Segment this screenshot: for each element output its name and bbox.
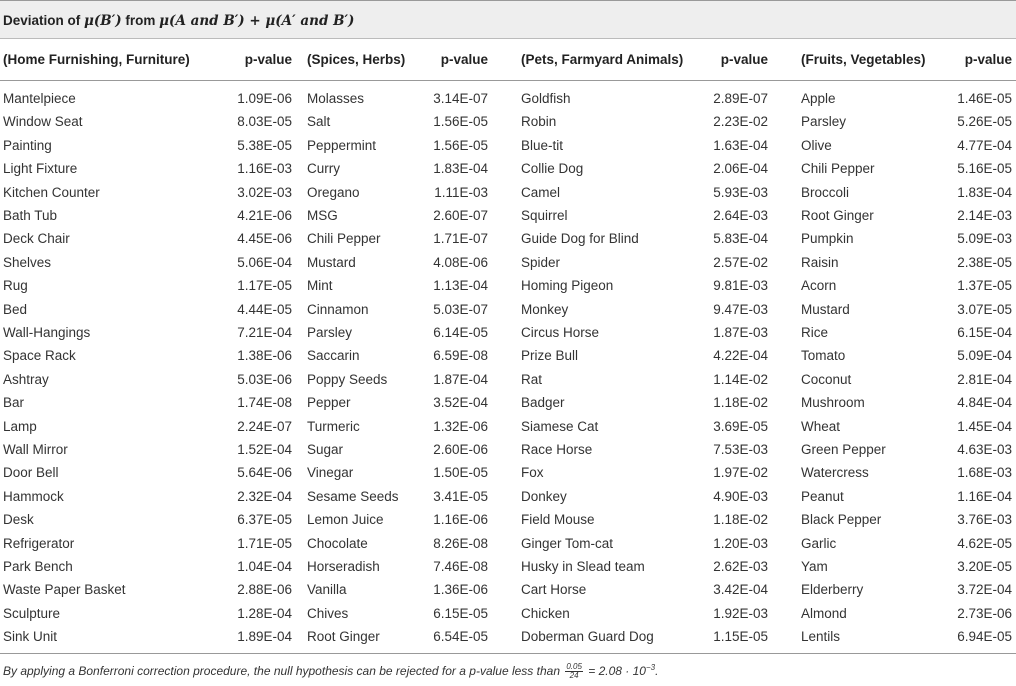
item-cell-4: Watercress <box>801 465 869 480</box>
pvalue-cell-2: 1.16E-06 <box>433 512 488 527</box>
item-cell-3: Spider <box>521 255 561 270</box>
item-cell-1: Door Bell <box>3 465 59 480</box>
pvalue-cell-4: 4.62E-05 <box>957 536 1012 551</box>
item-cell-1: Deck Chair <box>3 231 70 246</box>
header-pvalue-3: p-value <box>720 52 768 67</box>
item-cell-3: Ginger Tom-cat <box>521 536 614 551</box>
pvalue-cell-3: 1.97E-02 <box>713 465 768 480</box>
pvalue-cell-1: 1.09E-06 <box>237 91 292 106</box>
item-cell-1: Waste Paper Basket <box>3 582 126 597</box>
title-prefix: Deviation of <box>3 13 85 28</box>
item-cell-3: Chicken <box>521 606 570 621</box>
pvalue-cell-2: 1.56E-05 <box>433 114 488 129</box>
pvalue-cell-1: 5.64E-06 <box>237 465 292 480</box>
item-cell-3: Prize Bull <box>521 348 579 363</box>
item-cell-4: Yam <box>801 559 828 574</box>
item-cell-3: Badger <box>521 395 565 410</box>
pvalue-cell-2: 6.54E-05 <box>433 629 488 644</box>
header-category-1: (Home Furnishing, Furniture) <box>3 52 190 67</box>
pvalue-cell-2: 4.08E-06 <box>433 255 488 270</box>
footnote <box>3 663 658 680</box>
item-cell-4: Elderberry <box>801 582 864 597</box>
pvalue-cell-1: 2.24E-07 <box>237 419 292 434</box>
pvalue-cell-2: 1.83E-04 <box>433 161 488 176</box>
item-cell-4: Coconut <box>801 372 852 387</box>
item-cell-2: Poppy Seeds <box>307 372 388 387</box>
pvalue-cell-2: 6.15E-05 <box>433 606 488 621</box>
pvalue-cell-4: 5.09E-04 <box>957 348 1012 363</box>
pvalue-cell-3: 4.22E-04 <box>713 348 768 363</box>
pvalue-cell-3: 1.63E-04 <box>713 138 768 153</box>
item-cell-3: Siamese Cat <box>521 419 599 434</box>
item-cell-3: Collie Dog <box>521 161 584 176</box>
pvalue-cell-2: 6.59E-08 <box>433 348 488 363</box>
pvalue-cell-4: 1.45E-04 <box>957 419 1012 434</box>
item-cell-1: Hammock <box>3 489 64 504</box>
item-cell-2: Root Ginger <box>307 629 380 644</box>
item-cell-2: MSG <box>307 208 338 223</box>
item-cell-2: Chili Pepper <box>307 231 381 246</box>
item-cell-2: Turmeric <box>307 419 360 434</box>
pvalue-cell-2: 7.46E-08 <box>433 559 488 574</box>
item-cell-1: Refrigerator <box>3 536 75 551</box>
pvalue-cell-4: 3.07E-05 <box>957 302 1012 317</box>
item-cell-4: Apple <box>801 91 836 106</box>
item-cell-3: Robin <box>521 114 557 129</box>
item-cell-4: Pumpkin <box>801 231 854 246</box>
item-cell-4: Wheat <box>801 419 841 434</box>
item-cell-2: Salt <box>307 114 331 129</box>
item-cell-2: Curry <box>307 161 340 176</box>
footnote-result: = 2.08 · 10 <box>588 664 646 678</box>
pvalue-cell-2: 1.32E-06 <box>433 419 488 434</box>
item-cell-1: Rug <box>3 278 28 293</box>
pvalue-cell-4: 3.76E-03 <box>957 512 1012 527</box>
item-cell-4: Peanut <box>801 489 844 504</box>
pvalue-cell-2: 1.36E-06 <box>433 582 488 597</box>
footnote-end: . <box>655 664 659 678</box>
pvalue-cell-3: 5.83E-04 <box>713 231 768 246</box>
item-cell-2: Cinnamon <box>307 302 369 317</box>
pvalue-cell-4: 4.84E-04 <box>957 395 1012 410</box>
item-cell-4: Olive <box>801 138 832 153</box>
item-cell-1: Wall-Hangings <box>3 325 91 340</box>
item-cell-4: Black Pepper <box>801 512 882 527</box>
pvalue-cell-4: 1.68E-03 <box>957 465 1012 480</box>
pvalue-cell-2: 1.87E-04 <box>433 372 488 387</box>
item-cell-3: Race Horse <box>521 442 593 457</box>
pvalue-cell-4: 3.72E-04 <box>957 582 1012 597</box>
pvalue-cell-2: 6.14E-05 <box>433 325 488 340</box>
item-cell-3: Field Mouse <box>521 512 595 527</box>
pvalue-cell-1: 1.16E-03 <box>237 161 292 176</box>
table-title-band <box>0 0 1016 39</box>
item-cell-1: Space Rack <box>3 348 76 363</box>
item-cell-1: Bar <box>3 395 25 410</box>
item-cell-1: Painting <box>3 138 52 153</box>
item-cell-4: Lentils <box>801 629 841 644</box>
table-title <box>3 13 354 29</box>
pvalue-cell-4: 1.16E-04 <box>957 489 1012 504</box>
pvalue-cell-1: 2.32E-04 <box>237 489 292 504</box>
item-cell-1: Ashtray <box>3 372 49 387</box>
pvalue-cell-1: 1.28E-04 <box>237 606 292 621</box>
pvalue-cell-4: 1.46E-05 <box>957 91 1012 106</box>
item-cell-1: Bath Tub <box>3 208 58 223</box>
pvalue-cell-3: 2.64E-03 <box>713 208 768 223</box>
pvalue-cell-3: 3.69E-05 <box>713 419 768 434</box>
pvalue-cell-4: 5.09E-03 <box>957 231 1012 246</box>
pvalue-cell-3: 2.57E-02 <box>713 255 768 270</box>
item-cell-2: Pepper <box>307 395 351 410</box>
pvalue-cell-1: 4.44E-05 <box>237 302 292 317</box>
pvalue-cell-3: 4.90E-03 <box>713 489 768 504</box>
pvalue-cell-2: 1.11E-03 <box>434 185 488 200</box>
item-cell-4: Rice <box>801 325 829 340</box>
pvalue-cell-1: 2.88E-06 <box>237 582 292 597</box>
pvalue-cell-1: 6.37E-05 <box>237 512 292 527</box>
pvalue-cell-3: 1.20E-03 <box>713 536 768 551</box>
pvalue-cell-4: 5.26E-05 <box>957 114 1012 129</box>
item-cell-2: Oregano <box>307 185 360 200</box>
pvalue-cell-2: 5.03E-07 <box>433 302 488 317</box>
pvalue-cell-1: 1.89E-04 <box>237 629 292 644</box>
item-cell-2: Sugar <box>307 442 344 457</box>
header-category-4: (Fruits, Vegetables) <box>801 52 926 67</box>
item-cell-3: Circus Horse <box>521 325 600 340</box>
item-cell-2: Sesame Seeds <box>307 489 399 504</box>
item-cell-3: Husky in Slead team <box>521 559 645 574</box>
header-divider <box>0 80 1016 81</box>
pvalue-cell-3: 1.18E-02 <box>713 395 768 410</box>
item-cell-2: Chives <box>307 606 349 621</box>
item-cell-1: Light Fixture <box>3 161 78 176</box>
item-cell-2: Saccarin <box>307 348 360 363</box>
item-cell-3: Camel <box>521 185 561 200</box>
item-cell-4: Tomato <box>801 348 846 363</box>
item-cell-4: Acorn <box>801 278 837 293</box>
fraction-denominator: 24 <box>569 671 579 681</box>
pvalue-cell-3: 1.14E-02 <box>713 372 768 387</box>
pvalue-cell-2: 3.41E-05 <box>433 489 488 504</box>
item-cell-1: Shelves <box>3 255 52 270</box>
item-cell-2: Horseradish <box>307 559 380 574</box>
fraction-numerator: 0.05 <box>566 662 582 672</box>
item-cell-3: Blue-tit <box>521 138 564 153</box>
pvalue-cell-3: 3.42E-04 <box>713 582 768 597</box>
item-cell-2: Vinegar <box>307 465 354 480</box>
item-cell-1: Bed <box>3 302 28 317</box>
pvalue-cell-1: 5.03E-06 <box>237 372 292 387</box>
pvalue-cell-3: 5.93E-03 <box>713 185 768 200</box>
pvalue-cell-4: 6.15E-04 <box>957 325 1012 340</box>
item-cell-3: Squirrel <box>521 208 568 223</box>
item-cell-2: Peppermint <box>307 138 377 153</box>
pvalue-cell-2: 1.13E-04 <box>433 278 488 293</box>
pvalue-cell-4: 5.16E-05 <box>957 161 1012 176</box>
pvalue-cell-3: 1.87E-03 <box>713 325 768 340</box>
title-middle: from <box>121 13 160 28</box>
item-cell-3: Doberman Guard Dog <box>521 629 654 644</box>
pvalue-cell-3: 1.18E-02 <box>713 512 768 527</box>
item-cell-4: Chili Pepper <box>801 161 875 176</box>
pvalue-cell-3: 1.92E-03 <box>713 606 768 621</box>
pvalue-cell-4: 1.83E-04 <box>957 185 1012 200</box>
pvalue-cell-1: 4.21E-06 <box>237 208 292 223</box>
pvalue-cell-1: 1.04E-04 <box>237 559 292 574</box>
pvalue-cell-1: 1.71E-05 <box>237 536 292 551</box>
pvalue-cell-2: 3.52E-04 <box>433 395 488 410</box>
item-cell-4: Root Ginger <box>801 208 874 223</box>
pvalue-cell-3: 2.23E-02 <box>713 114 768 129</box>
pvalue-cell-1: 1.38E-06 <box>237 348 292 363</box>
header-pvalue-4: p-value <box>964 52 1012 67</box>
item-cell-4: Mushroom <box>801 395 865 410</box>
pvalue-cell-1: 5.06E-04 <box>237 255 292 270</box>
pvalue-cell-4: 2.81E-04 <box>957 372 1012 387</box>
pvalue-cell-4: 2.38E-05 <box>957 255 1012 270</box>
item-cell-4: Green Pepper <box>801 442 886 457</box>
pvalue-cell-2: 3.14E-07 <box>433 91 488 106</box>
pvalue-cell-1: 4.45E-06 <box>237 231 292 246</box>
pvalue-cell-1: 1.74E-08 <box>237 395 292 410</box>
pvalue-cell-4: 2.73E-06 <box>957 606 1012 621</box>
item-cell-4: Broccoli <box>801 185 850 200</box>
pvalue-cell-4: 4.77E-04 <box>957 138 1012 153</box>
header-category-3: (Pets, Farmyard Animals) <box>521 52 684 67</box>
item-cell-3: Donkey <box>521 489 567 504</box>
pvalue-cell-1: 1.17E-05 <box>237 278 292 293</box>
pvalue-cell-2: 2.60E-07 <box>433 208 488 223</box>
pvalue-cell-2: 1.71E-07 <box>433 231 488 246</box>
item-cell-1: Sink Unit <box>3 629 58 644</box>
pvalue-cell-3: 1.15E-05 <box>713 629 768 644</box>
item-cell-2: Molasses <box>307 91 365 106</box>
item-cell-2: Vanilla <box>307 582 347 597</box>
pvalue-cell-2: 2.60E-06 <box>433 442 488 457</box>
pvalue-cell-4: 1.37E-05 <box>957 278 1012 293</box>
pvalue-cell-4: 2.14E-03 <box>957 208 1012 223</box>
item-cell-3: Guide Dog for Blind <box>521 231 639 246</box>
item-cell-1: Window Seat <box>3 114 83 129</box>
pvalue-cell-3: 2.89E-07 <box>713 91 768 106</box>
pvalue-cell-4: 6.94E-05 <box>957 629 1012 644</box>
pvalue-cell-1: 1.52E-04 <box>237 442 292 457</box>
header-pvalue-1: p-value <box>244 52 292 67</box>
item-cell-4: Parsley <box>801 114 847 129</box>
header-category-2: (Spices, Herbs) <box>307 52 406 67</box>
title-mu-sum: μ(A and B′) + μ(A′ and B′) <box>159 13 355 29</box>
item-cell-1: Kitchen Counter <box>3 185 100 200</box>
item-cell-3: Fox <box>521 465 544 480</box>
item-cell-1: Park Bench <box>3 559 73 574</box>
pvalue-cell-3: 9.47E-03 <box>713 302 768 317</box>
pvalue-cell-3: 9.81E-03 <box>713 278 768 293</box>
item-cell-2: Lemon Juice <box>307 512 384 527</box>
footnote-fraction <box>565 663 583 680</box>
pvalue-cell-2: 1.56E-05 <box>433 138 488 153</box>
item-cell-3: Goldfish <box>521 91 571 106</box>
item-cell-4: Almond <box>801 606 847 621</box>
item-cell-1: Wall Mirror <box>3 442 68 457</box>
pvalue-cell-1: 5.38E-05 <box>237 138 292 153</box>
item-cell-2: Mustard <box>307 255 356 270</box>
item-cell-1: Sculpture <box>3 606 61 621</box>
item-cell-1: Lamp <box>3 419 37 434</box>
item-cell-2: Mint <box>307 278 333 293</box>
footnote-text: By applying a Bonferroni correction procedure, the null hypothesis can be rejected for a p-value less than <box>3 664 560 678</box>
item-cell-1: Desk <box>3 512 34 527</box>
pvalue-cell-4: 4.63E-03 <box>957 442 1012 457</box>
item-cell-4: Garlic <box>801 536 837 551</box>
title-mu-b: μ(B′) <box>84 13 122 29</box>
item-cell-3: Homing Pigeon <box>521 278 614 293</box>
pvalue-cell-4: 3.20E-05 <box>957 559 1012 574</box>
pvalue-cell-1: 8.03E-05 <box>237 114 292 129</box>
item-cell-3: Rat <box>521 372 543 387</box>
header-pvalue-2: p-value <box>440 52 488 67</box>
pvalue-cell-3: 7.53E-03 <box>713 442 768 457</box>
item-cell-4: Raisin <box>801 255 839 270</box>
pvalue-cell-2: 1.50E-05 <box>433 465 488 480</box>
footnote-exponent: −3 <box>645 663 656 672</box>
pvalue-cell-1: 3.02E-03 <box>237 185 292 200</box>
table-bottom-rule <box>0 653 1016 654</box>
item-cell-3: Monkey <box>521 302 569 317</box>
item-cell-2: Chocolate <box>307 536 368 551</box>
pvalue-cell-2: 8.26E-08 <box>433 536 488 551</box>
pvalue-cell-3: 2.62E-03 <box>713 559 768 574</box>
item-cell-1: Mantelpiece <box>3 91 76 106</box>
item-cell-3: Cart Horse <box>521 582 587 597</box>
item-cell-2: Parsley <box>307 325 353 340</box>
item-cell-4: Mustard <box>801 302 850 317</box>
pvalue-cell-3: 2.06E-04 <box>713 161 768 176</box>
pvalue-cell-1: 7.21E-04 <box>237 325 292 340</box>
